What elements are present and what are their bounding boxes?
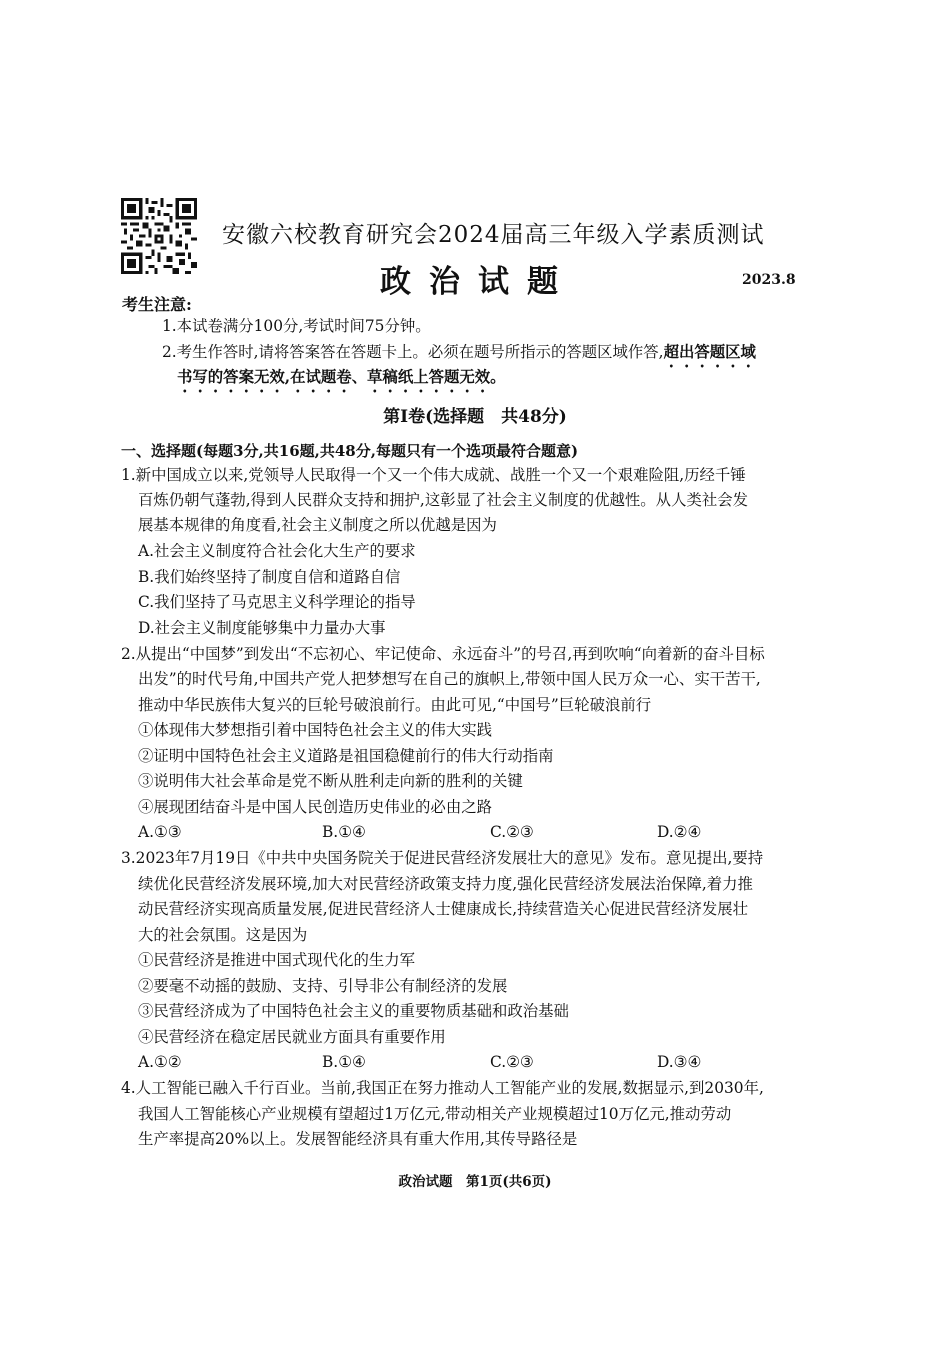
- question-1-option-c: C.我们坚持了马克思主义科学理论的指导: [138, 593, 416, 611]
- question-2-choice-c: C.②③: [490, 823, 534, 841]
- question-2-item-2: ②证明中国特色社会主义道路是祖国稳健前行的伟大行动指南: [138, 747, 554, 765]
- question-3-choice-a: A.①②: [138, 1053, 182, 1071]
- question-3-choice-d: D.③④: [657, 1053, 702, 1071]
- question-3-item-4: ④民营经济在稳定居民就业方面具有重要作用: [138, 1028, 446, 1046]
- part-heading: 一、选择题(每题3分,共16题,共48分,每题只有一个选项最符合题意): [121, 442, 579, 460]
- question-3-line-2: 续优化民营经济发展环境,加大对民营经济政策支持力度,强化民营经济发展法治保障,着力推: [138, 875, 753, 893]
- question-3-item-3: ③民营经济成为了中国特色社会主义的重要物质基础和政治基础: [138, 1002, 569, 1020]
- question-1-line-2: 百炼仍朝气蓬勃,得到人民群众支持和拥护,这彰显了社会主义制度的优越性。从人类社会发: [138, 491, 749, 509]
- subject-title: 政治试题: [380, 264, 576, 300]
- notice-item-2-text: 2.考生作答时,请将答案答在答题卡上。必须在题号所指示的答题区域作答,: [162, 343, 664, 361]
- notice-emphasis-2: 书写的答案无效,在试题卷、草稿纸上答题无效。: [177, 368, 506, 386]
- question-4-line-2: 我国人工智能核心产业规模有望超过1万亿元,带动相关产业规模超过10万亿元,推动劳动: [138, 1105, 732, 1123]
- question-2-item-3: ③说明伟大社会革命是党不断从胜利走向新的胜利的关键: [138, 772, 523, 790]
- question-2-item-4: ④展现团结奋斗是中国人民创造历史伟业的必由之路: [138, 798, 492, 816]
- question-2-line-1: 2.从提出“中国梦”到发出“不忘初心、牢记使命、永远奋斗”的号召,再到吹响“向着新的奋斗目标: [121, 645, 765, 663]
- exam-title: 安徽六校教育研究会2024届高三年级入学素质测试: [222, 222, 765, 248]
- question-3-choice-b: B.①④: [322, 1053, 366, 1071]
- question-1-option-d: D.社会主义制度能够集中力量办大事: [138, 619, 386, 637]
- question-3-line-3: 动民营经济实现高质量发展,促进民营经济人士健康成长,持续营造关心促进民营经济发展壮: [138, 900, 749, 918]
- question-1-line-1: 1.新中国成立以来,党领导人民取得一个又一个伟大成就、战胜一个又一个艰难险阻,历经千锤: [121, 466, 746, 484]
- question-3-choice-c: C.②③: [490, 1053, 534, 1071]
- question-2-item-1: ①体现伟大梦想指引着中国特色社会主义的伟大实践: [138, 721, 492, 739]
- question-1-option-b: B.我们始终坚持了制度自信和道路自信: [138, 568, 401, 586]
- question-3-item-1: ①民营经济是推进中国式现代化的生力军: [138, 951, 416, 969]
- question-1-line-3: 展基本规律的角度看,社会主义制度之所以优越是因为: [138, 516, 497, 534]
- question-2-line-2: 出发”的时代号角,中国共产党人把梦想写在自己的旗帜上,带领中国人民万众一心、实干苦干,: [138, 670, 761, 688]
- notice-item-2-cont: [177, 366, 506, 396]
- notice-heading: 考生注意:: [122, 295, 192, 314]
- question-2-choice-b: B.①④: [322, 823, 366, 841]
- question-2-choice-a: A.①③: [138, 823, 182, 841]
- notice-emphasis-1: 超出答题区域: [663, 343, 756, 361]
- page-footer: 政治试题 第1页(共6页): [398, 1174, 552, 1190]
- question-3-item-2: ②要毫不动摇的鼓励、支持、引导非公有制经济的发展: [138, 977, 508, 995]
- question-2-line-3: 推动中华民族伟大复兴的巨轮号破浪前行。由此可见,“中国号”巨轮破浪前行: [138, 696, 652, 714]
- notice-item-1: 1.本试卷满分100分,考试时间75分钟。: [162, 317, 431, 335]
- question-2-choice-d: D.②④: [657, 823, 702, 841]
- exam-date: 2023.8: [742, 272, 796, 288]
- question-1-option-a: A.社会主义制度符合社会化大生产的要求: [138, 542, 416, 560]
- section-title: 第Ⅰ卷(选择题 共48分): [383, 407, 567, 427]
- question-4-line-3: 生产率提高20%以上。发展智能经济具有重大作用,其传导路径是: [138, 1130, 578, 1148]
- question-4-line-1: 4.人工智能已融入千行百业。当前,我国正在努力推动人工智能产业的发展,数据显示,到2030年,: [121, 1079, 764, 1097]
- question-3-line-4: 大的社会氛围。这是因为: [138, 926, 308, 944]
- question-3-line-1: 3.2023年7月19日《中共中央国务院关于促进民营经济发展壮大的意见》发布。意见提出,要持: [121, 849, 764, 867]
- qr-code-icon: [121, 198, 197, 274]
